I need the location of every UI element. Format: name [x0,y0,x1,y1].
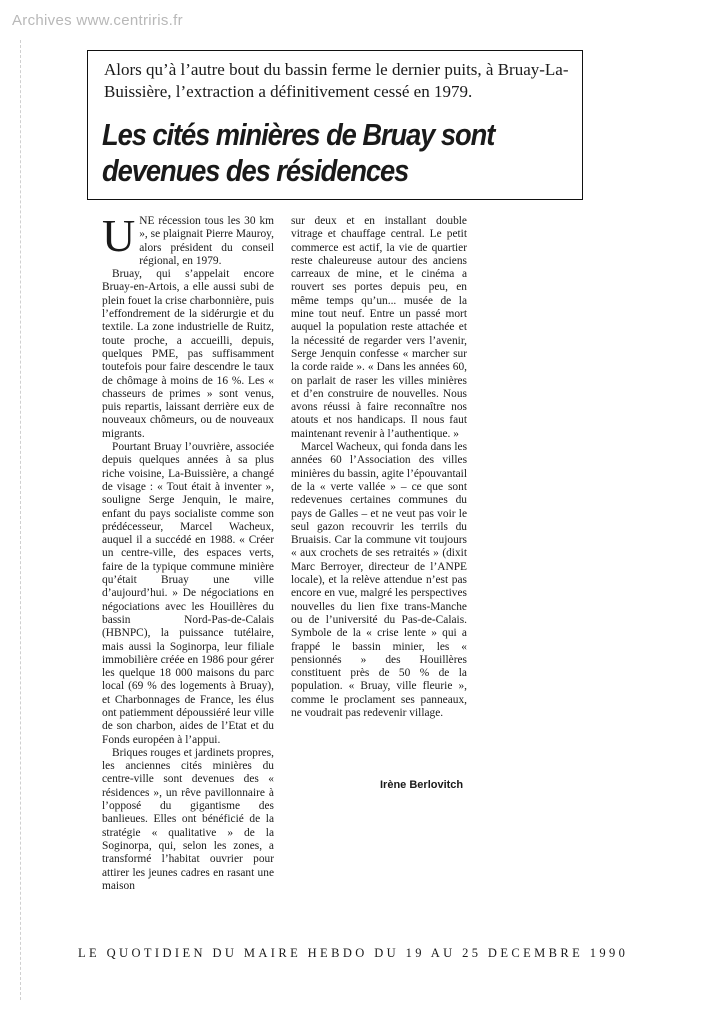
author-byline: Irène Berlovitch [380,779,464,791]
paragraph: NE récession tous les 30 km », se plaignait Pierre Mauroy, alors président du conseil régional, en 1979. [139,215,274,267]
archive-watermark: Archives www.centriris.fr [12,12,183,29]
headline-box [87,50,583,200]
paragraph: Marcel Wacheux, qui fonda dans les années 60 l’Association des villes minières du bassin, agite l’épouvantail de la « verte vallée » – ce que sont redevenues certaines communes du pays de Galles – et ne veut pas voir le seul gazon recouvrir les terrils du Bruaisis. Car la commune vit toujours « aux crochets de ses retraités » (dixit Marc Berroyer, directeur de l’ANPE locale), et la relève attendue n’est pas encore en vue, malgré les perspectives nouvelles du lien fixe trans-Manche ou de l’université du Pas-de-Calais. Symbole de la « crise lente » qui a frappé le bassin minier, les « pensionnés » des Houillères constituent près de 50 % de la population. « Bruay, ville fleurie », comme le proclament ses panneaux, ne voudrait pas redevenir village. [291,441,467,719]
article-column-2 [291,215,467,720]
publication-footer: LE QUOTIDIEN DU MAIRE HEBDO DU 19 AU 25 DECEMBRE 1990 [78,946,629,960]
paragraph: Briques rouges et jardinets propres, les anciennes cités minières du centre-ville sont devenues des « résidences », un rêve pavillonnaire à l’opposé du gigantisme des banlieues. Elles ont bénéficié de la stratégie « qualitative » de la Soginorpa, qui, selon les zones, a transformé l’habitat ouvrier pour attirer les jeunes cadres en rasant une maison [102,746,274,892]
binder-holes-margin [20,40,27,1000]
paragraph: Pourtant Bruay l’ouvrière, associée depuis quelques années à sa plus riche voisine, La-Buissière, a changé de visage : « Tout était à inventer », souligne Serge Jenquin, le maire, enfant du pays socialiste comme son prédécesseur, Marcel Wacheux, auquel il a succédé en 1988. « Créer un centre-ville, des espaces verts, faire de la typique commune minière qu’était Bruay une ville d’aujourd’hui. » De négociations en négociations avec les Houillères du bassin Nord-Pas-de-Calais (HBNPC), la puissance tutélaire, mais aussi la Soginorpa, leur filiale immobilière créée en 1986 pour gérer les quelque 18 000 maisons du parc local (69 % des logements à Bruay), et Charbonnages de France, les élus ont patiemment dépoussiéré leur ville de son charbon, aides de l’Etat et du Fonds européen à l’appui. [102,441,274,746]
drop-cap: U [102,210,136,261]
article-headline: Les cités minières de Bruay sont devenues des résidences [102,117,495,188]
paragraph: sur deux et en installant double vitrage et chauffage central. Le petit commerce est actif, la vie de quartier reste chaleureuse autour des anciens carreaux de mine, et le cinéma a rouvert ses portes depuis peu, en même temps qu’un... musée de la mine tout neuf. Entre un passé mort auquel la population reste attachée et la nécessité de regarder vers l’avenir, Serge Jenquin confesse « marcher sur la corde raide ». « Dans les années 60, on parlait de raser les villes minières et d’en construire de nouvelles. Nous avons réussi à faire reconnaître nos atouts et nos handicaps. Il nous faut maintenant revenir à l’authentique. » [291,215,467,440]
article-column-1 [102,210,274,893]
paragraph: Bruay, qui s’appelait encore Bruay-en-Artois, a elle aussi subi de plein fouet la crise charbonnière, puis l’effondrement de la sidérurgie et du textile. La zone industrielle de Ruitz, toute proche, a accueilli, depuis, quelques PME, pas suffisamment toutefois pour faire descendre le taux de chômage à moins de 16 %. Les « chasseurs de primes » sont venus, puis repartis, laissant derrière eux de nouveaux chômeurs, ou de nouveaux migrants. [102,268,274,440]
article-kicker: Alors qu’à l’autre bout du bassin ferme le dernier puits, à Bruay-La-Buissière, l’extraction a définitivement cessé en 1979. [104,60,569,101]
